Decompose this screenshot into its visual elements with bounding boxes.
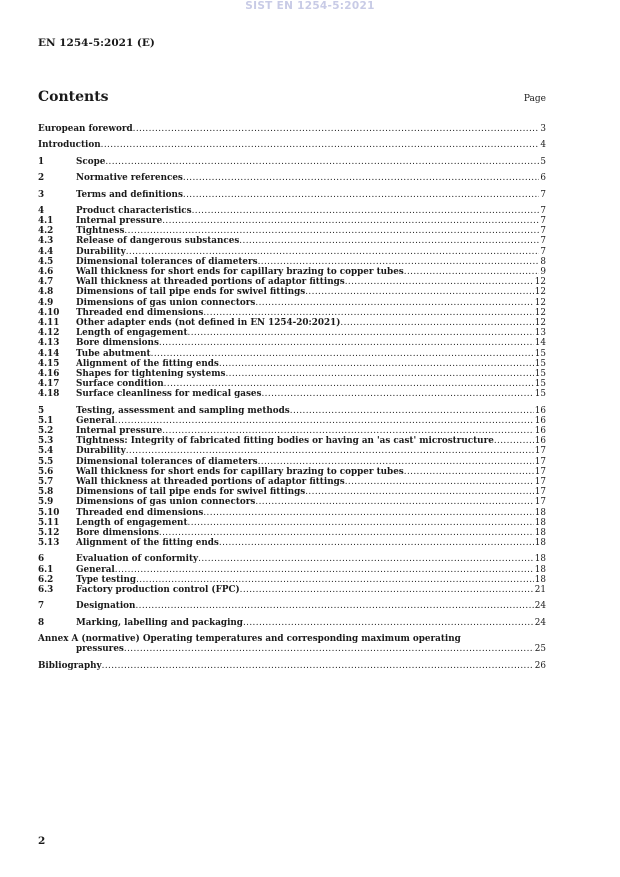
toc-page-number: 18 [534, 554, 546, 565]
dot-leader [162, 426, 534, 436]
toc-page-number: 15 [534, 348, 546, 359]
page-title: Contents [38, 89, 109, 105]
annex-title-line2: pressures [76, 644, 124, 655]
toc-entry-title: Designation [76, 601, 136, 612]
toc-entry-number: 6.1 [38, 564, 54, 575]
toc-entry[interactable] [38, 157, 546, 167]
toc-entry-number: 5.7 [38, 476, 54, 487]
toc-entry-title: Introduction [38, 140, 101, 151]
annex-title-line1: Annex A (normative) Operating temperatures and corresponding maximum operating [38, 634, 461, 645]
toc-entry[interactable] [38, 140, 546, 150]
toc-entry[interactable] [38, 426, 546, 436]
toc-entry[interactable] [38, 173, 546, 183]
toc-page-number: 7 [540, 189, 546, 200]
toc-page-number: 17 [534, 487, 546, 498]
toc-entry-number: 4.11 [38, 317, 60, 328]
dot-leader [164, 379, 534, 389]
toc-page-number: 18 [534, 507, 546, 518]
toc-entry[interactable] [38, 226, 546, 236]
toc-page-number: 24 [534, 601, 546, 612]
toc-entry-number: 5.3 [38, 436, 54, 447]
dot-leader [115, 565, 534, 575]
dot-leader [124, 226, 539, 236]
dot-leader [243, 618, 534, 628]
toc-entry[interactable] [38, 206, 546, 216]
toc-entry-title: Durability [76, 446, 126, 457]
toc-entry-title: Terms and definitions [76, 189, 183, 200]
dot-leader [183, 173, 540, 183]
toc-entry-title: Durability [76, 246, 126, 257]
dot-leader [345, 477, 534, 487]
toc-entry-title: General [76, 415, 115, 426]
toc-entry[interactable] [38, 554, 546, 564]
toc-page-number: 16 [534, 436, 546, 447]
toc-entry-number: 4.4 [38, 246, 54, 257]
toc-entry-number: 4.9 [38, 297, 54, 308]
toc-entry-title: Bore dimensions [76, 527, 159, 538]
dot-leader [494, 436, 534, 446]
toc-entry-number: 4.1 [38, 216, 54, 227]
toc-entry-title: Tube abutment [76, 348, 151, 359]
toc-entry[interactable] [38, 308, 546, 318]
toc-entry-number: 6.3 [38, 585, 54, 595]
toc-entry-title: Threaded end dimensions [76, 507, 204, 518]
toc-entry[interactable] [38, 467, 546, 477]
dot-leader [203, 508, 533, 518]
toc-page-number: 16 [534, 415, 546, 426]
toc-page-number: 16 [534, 426, 546, 436]
toc-page-number: 17 [534, 466, 546, 477]
toc-entry[interactable] [38, 565, 546, 575]
toc-entry-title: Alignment of the fitting ends [76, 358, 219, 369]
toc-page-number: 15 [534, 389, 546, 400]
toc-page-number: 13 [534, 328, 546, 339]
toc-entry-number: 4.7 [38, 277, 54, 288]
toc-page-number: 17 [534, 497, 546, 508]
toc-page-number: 7 [540, 246, 546, 257]
dot-leader [183, 190, 539, 200]
toc-entry-number: 7 [38, 601, 45, 612]
toc-entry-annex-a[interactable] [38, 634, 546, 654]
toc-entry-title: Wall thickness at threaded portions of adaptor fittings [76, 476, 345, 487]
toc-entry-number: 5.13 [38, 538, 60, 549]
toc-entry-number: 4.8 [38, 287, 54, 298]
dot-leader [255, 298, 533, 308]
toc-entry[interactable] [38, 585, 546, 595]
toc-entry-title: Dimensions of tail pipe ends for swivel fittings [76, 287, 306, 298]
dot-leader [345, 277, 534, 287]
toc-entry[interactable] [38, 287, 546, 297]
toc-page-number: 25 [534, 644, 546, 655]
dot-leader [305, 487, 534, 497]
dot-leader [192, 206, 540, 216]
toc-entry-number: 4.3 [38, 236, 54, 247]
toc-entry-number: 5.1 [38, 415, 54, 426]
toc-entry[interactable] [38, 389, 546, 399]
toc-page-number: 24 [534, 617, 546, 628]
toc-entry-title: Surface condition [76, 379, 164, 390]
toc-entry-title: Normative references [76, 173, 183, 184]
toc-entry[interactable] [38, 436, 546, 446]
toc-entry-title: Dimensions of tail pipe ends for swivel fittings [76, 487, 306, 498]
dot-leader [404, 267, 540, 277]
toc-page-number: 7 [540, 205, 546, 216]
watermark: SIST EN 1254-5:2021 [245, 0, 375, 12]
toc-page-number: 12 [534, 277, 546, 288]
dot-leader [404, 467, 534, 477]
dot-leader [203, 308, 533, 318]
toc-entry-number: 6.2 [38, 574, 54, 585]
toc-page-number: 18 [534, 564, 546, 575]
toc-entry-title: Factory production control (FPC) [76, 585, 240, 595]
toc-page-number: 15 [534, 358, 546, 369]
toc-entry-title: Threaded end dimensions [76, 307, 204, 318]
toc-entry[interactable] [38, 457, 546, 467]
toc-entry-bibliography[interactable] [38, 661, 546, 671]
toc-entry[interactable] [38, 247, 546, 257]
dot-leader [102, 661, 534, 671]
toc-page-number: 4 [540, 140, 546, 151]
toc-entry-title: Dimensional tolerances of diameters [76, 456, 258, 467]
toc-entry[interactable] [38, 538, 546, 548]
toc-page-number: 17 [534, 476, 546, 487]
toc-entry-title: Alignment of the fitting ends [76, 538, 219, 549]
toc-entry-number: 5 [38, 405, 45, 416]
dot-leader [159, 338, 534, 348]
dot-leader [188, 518, 534, 528]
toc-entry-title: Product characteristics [76, 205, 192, 216]
page-number: 2 [38, 835, 46, 847]
dot-leader [239, 236, 539, 246]
dot-leader [290, 406, 534, 416]
dot-leader [225, 369, 533, 379]
toc-entry[interactable] [38, 575, 546, 585]
toc-entry-title: Shapes for tightening systems [76, 368, 226, 379]
toc-entry-number: 5.5 [38, 456, 54, 467]
toc-entry[interactable] [38, 497, 546, 507]
toc-page-number: 17 [534, 456, 546, 467]
toc-entry-number: 4.10 [38, 307, 60, 318]
dot-leader [133, 124, 540, 134]
toc-page-number: 6 [540, 173, 546, 184]
dot-leader [219, 538, 534, 548]
toc-entry[interactable] [38, 124, 546, 134]
toc-entry[interactable] [38, 379, 546, 389]
dot-leader [258, 257, 540, 267]
toc-entry-title: Internal pressure [76, 216, 163, 227]
toc-entry[interactable] [38, 446, 546, 456]
toc-entry-title: Internal pressure [76, 426, 163, 436]
toc-entry-title: Length of engagement [76, 328, 188, 339]
toc-entry-number: 5.9 [38, 497, 54, 508]
toc-page-number: 12 [534, 297, 546, 308]
toc-entry-number: 5.11 [38, 517, 60, 528]
toc-entry[interactable] [38, 528, 546, 538]
table-of-contents [38, 124, 546, 671]
toc-entry[interactable] [38, 477, 546, 487]
toc-entry-title: Wall thickness for short ends for capillary brazing to copper tubes [76, 466, 404, 477]
dot-leader [135, 601, 533, 611]
toc-entry-title: Evaluation of conformity [76, 554, 199, 565]
toc-page-number: 12 [534, 317, 546, 328]
toc-entry-number: 4.13 [38, 338, 60, 349]
toc-entry-title: Testing, assessment and sampling methods [76, 405, 290, 416]
toc-entry[interactable] [38, 369, 546, 379]
toc-entry[interactable] [38, 416, 546, 426]
dot-leader [126, 446, 534, 456]
toc-entry[interactable] [38, 318, 546, 328]
toc-page-number: 15 [534, 368, 546, 379]
toc-entry[interactable] [38, 277, 546, 287]
toc-entry-number: 4.15 [38, 358, 60, 369]
toc-entry-number: 4.14 [38, 348, 60, 359]
toc-entry-title: Type testing [76, 574, 137, 585]
toc-entry-number: 4.12 [38, 328, 60, 339]
toc-entry-number: 2 [38, 173, 45, 184]
toc-entry-number: 5.4 [38, 446, 54, 457]
toc-page-number: 18 [534, 517, 546, 528]
toc-page-number: 18 [534, 538, 546, 549]
toc-entry-title: Wall thickness at threaded portions of adaptor fittings [76, 277, 345, 288]
toc-entry-number: 5.2 [38, 426, 54, 436]
toc-entry-title: Length of engagement [76, 517, 188, 528]
dot-leader [305, 287, 534, 297]
toc-entry[interactable] [38, 601, 546, 611]
toc-entry-number: 5.6 [38, 466, 54, 477]
toc-page-number: 9 [540, 267, 546, 277]
toc-entry-title: Release of dangerous substances [76, 236, 240, 247]
toc-entry[interactable] [38, 190, 546, 200]
toc-entry[interactable] [38, 518, 546, 528]
dot-leader [136, 575, 534, 585]
toc-entry-title: Wall thickness for short ends for capillary brazing to copper tubes [76, 267, 404, 277]
toc-entry[interactable] [38, 338, 546, 348]
toc-entry-title: General [76, 564, 115, 575]
toc-entry-title: Marking, labelling and packaging [76, 617, 243, 628]
toc-page-number: 21 [534, 585, 546, 595]
dot-leader [105, 157, 539, 167]
toc-page-number: 15 [534, 379, 546, 390]
toc-entry-title: European foreword [38, 124, 133, 134]
toc-entry-title: Tightness [76, 226, 125, 237]
dot-leader [219, 359, 534, 369]
dot-leader [258, 457, 534, 467]
toc-entry[interactable] [38, 328, 546, 338]
toc-entry-number: 8 [38, 617, 45, 628]
toc-entry[interactable] [38, 267, 546, 277]
toc-page-number: 18 [534, 574, 546, 585]
dot-leader [159, 528, 534, 538]
toc-entry-title: Scope [76, 156, 106, 167]
toc-entry-number: 5.10 [38, 507, 60, 518]
toc-entry-number: 5.12 [38, 527, 60, 538]
toc-page-number: 26 [534, 660, 546, 671]
toc-entry-title: Dimensions of gas union connectors [76, 297, 256, 308]
toc-entry-number: 4.6 [38, 267, 54, 277]
toc-entry-number: 4.2 [38, 226, 54, 237]
dot-leader [198, 554, 534, 564]
toc-entry[interactable] [38, 257, 546, 267]
standard-id: EN 1254-5:2021 (E) [38, 37, 155, 49]
dot-leader [124, 644, 534, 654]
toc-page-number: 14 [534, 338, 546, 349]
toc-entry-number: 4.17 [38, 379, 60, 390]
toc-entry[interactable] [38, 508, 546, 518]
toc-entry-number: 4.18 [38, 389, 60, 400]
toc-entry[interactable] [38, 359, 546, 369]
toc-entry[interactable] [38, 618, 546, 628]
dot-leader [126, 247, 540, 257]
toc-page-number: 5 [540, 156, 546, 167]
toc-entry[interactable] [38, 298, 546, 308]
dot-leader [162, 216, 539, 226]
toc-entry-number: 3 [38, 189, 45, 200]
dot-leader [255, 497, 533, 507]
toc-page-number: 12 [534, 307, 546, 318]
toc-page-number: 17 [534, 446, 546, 457]
toc-entry-title: Dimensions of gas union connectors [76, 497, 256, 508]
dot-leader [115, 416, 534, 426]
page-column-label: Page [523, 94, 546, 104]
toc-entry-title: Bore dimensions [76, 338, 159, 349]
toc-page-number: 16 [534, 405, 546, 416]
toc-entry[interactable] [38, 406, 546, 416]
toc-entry-number: 4.5 [38, 256, 54, 267]
dot-leader [240, 585, 534, 595]
toc-entry-title: Dimensional tolerances of diameters [76, 256, 258, 267]
toc-entry[interactable] [38, 236, 546, 246]
toc-entry-title: Other adapter ends (not defined in EN 1254-20:2021) [76, 317, 341, 328]
dot-leader [188, 328, 534, 338]
toc-entry-number: 1 [38, 156, 45, 167]
toc-page-number: 12 [534, 287, 546, 298]
toc-page-number: 8 [540, 256, 546, 267]
toc-page-number: 7 [540, 236, 546, 247]
dot-leader [340, 318, 533, 328]
toc-entry-title: Tightness: Integrity of fabricated fitting bodies or having an 'as cast' microstructure [76, 436, 494, 447]
toc-entry-title: Surface cleanliness for medical gases [76, 389, 262, 400]
dot-leader [261, 389, 533, 399]
toc-entry-number: 6 [38, 554, 45, 565]
toc-entry[interactable] [38, 349, 546, 359]
toc-entries [38, 124, 546, 628]
toc-page-number: 3 [540, 124, 546, 134]
toc-entry-number: 4.16 [38, 368, 60, 379]
toc-entry[interactable] [38, 216, 546, 226]
toc-page-number: 18 [534, 527, 546, 538]
toc-page-number: 7 [540, 226, 546, 237]
toc-page-number: 7 [540, 216, 546, 227]
toc-entry-number: 4 [38, 205, 45, 216]
toc-entry-number: 5.8 [38, 487, 54, 498]
toc-entry-title: Bibliography [38, 660, 102, 671]
dot-leader [151, 349, 534, 359]
dot-leader [101, 140, 540, 150]
toc-entry[interactable] [38, 487, 546, 497]
